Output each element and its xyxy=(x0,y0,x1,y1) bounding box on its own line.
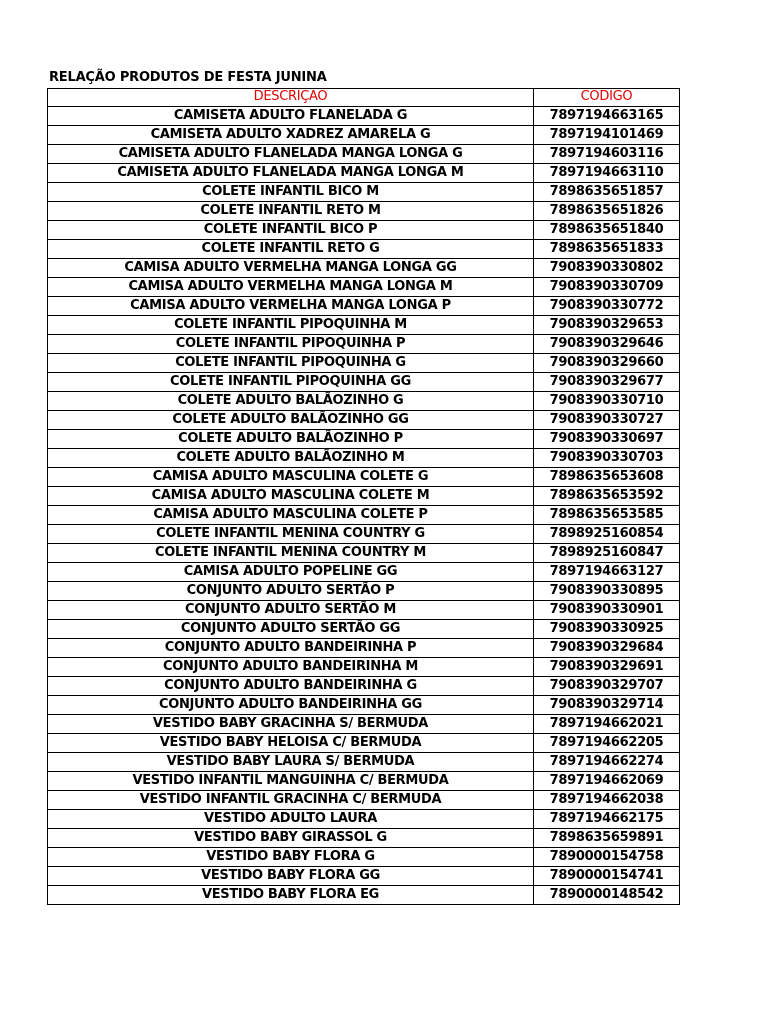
cell-descricao: CAMISA ADULTO MASCULINA COLETE M xyxy=(48,487,534,506)
cell-descricao: VESTIDO BABY LAURA S/ BERMUDA xyxy=(48,753,534,772)
cell-codigo: 7908390330772 xyxy=(534,297,680,316)
cell-codigo: 7908390330895 xyxy=(534,582,680,601)
cell-codigo: 7897194662274 xyxy=(534,753,680,772)
cell-codigo: 7898635659891 xyxy=(534,829,680,848)
cell-descricao: CAMISETA ADULTO FLANELADA MANGA LONGA M xyxy=(48,164,534,183)
cell-codigo: 7908390330901 xyxy=(534,601,680,620)
cell-descricao: CAMISA ADULTO MASCULINA COLETE P xyxy=(48,506,534,525)
cell-descricao: COLETE ADULTO BALÃOZINHO GG xyxy=(48,411,534,430)
cell-descricao: CONJUNTO ADULTO BANDEIRINHA G xyxy=(48,677,534,696)
table-row xyxy=(48,677,680,696)
table-row xyxy=(48,468,680,487)
cell-descricao: COLETE INFANTIL PIPOQUINHA G xyxy=(48,354,534,373)
table-row xyxy=(48,525,680,544)
cell-codigo: 7897194662021 xyxy=(534,715,680,734)
cell-codigo: 7898635653585 xyxy=(534,506,680,525)
column-header-descricao: DESCRIÇÃO xyxy=(48,89,534,107)
cell-codigo: 7897194663110 xyxy=(534,164,680,183)
table-row xyxy=(48,145,680,164)
cell-codigo: 7890000148542 xyxy=(534,886,680,905)
cell-codigo: 7908390330709 xyxy=(534,278,680,297)
cell-descricao: VESTIDO BABY FLORA GG xyxy=(48,867,534,886)
cell-descricao: CAMISETA ADULTO XADREZ AMARELA G xyxy=(48,126,534,145)
cell-descricao: VESTIDO INFANTIL MANGUINHA C/ BERMUDA xyxy=(48,772,534,791)
cell-descricao: CAMISA ADULTO VERMELHA MANGA LONGA P xyxy=(48,297,534,316)
cell-codigo: 7908390329707 xyxy=(534,677,680,696)
table-row xyxy=(48,449,680,468)
table-row xyxy=(48,221,680,240)
cell-descricao: COLETE INFANTIL PIPOQUINHA M xyxy=(48,316,534,335)
cell-descricao: CONJUNTO ADULTO SERTÃO M xyxy=(48,601,534,620)
cell-codigo: 7908390329660 xyxy=(534,354,680,373)
table-row xyxy=(48,658,680,677)
cell-descricao: CAMISA ADULTO VERMELHA MANGA LONGA GG xyxy=(48,259,534,278)
column-header-codigo: CÓDIGO xyxy=(534,89,680,107)
cell-descricao: VESTIDO ADULTO LAURA xyxy=(48,810,534,829)
cell-codigo: 7890000154758 xyxy=(534,848,680,867)
cell-codigo: 7908390330697 xyxy=(534,430,680,449)
table-row xyxy=(48,297,680,316)
cell-descricao: COLETE INFANTIL MENINA COUNTRY M xyxy=(48,544,534,563)
cell-descricao: COLETE ADULTO BALÃOZINHO P xyxy=(48,430,534,449)
cell-descricao: COLETE ADULTO BALÃOZINHO M xyxy=(48,449,534,468)
table-row xyxy=(48,278,680,297)
cell-codigo: 7898925160847 xyxy=(534,544,680,563)
cell-descricao: CONJUNTO ADULTO SERTÃO P xyxy=(48,582,534,601)
table-row xyxy=(48,601,680,620)
cell-codigo: 7897194603116 xyxy=(534,145,680,164)
cell-codigo: 7908390330710 xyxy=(534,392,680,411)
cell-codigo: 7908390329653 xyxy=(534,316,680,335)
cell-descricao: VESTIDO BABY FLORA G xyxy=(48,848,534,867)
table-row xyxy=(48,164,680,183)
cell-codigo: 7898635653592 xyxy=(534,487,680,506)
cell-codigo: 7908390329714 xyxy=(534,696,680,715)
cell-descricao: CONJUNTO ADULTO BANDEIRINHA M xyxy=(48,658,534,677)
cell-codigo: 7908390330727 xyxy=(534,411,680,430)
document-title: RELAÇÃO PRODUTOS DE FESTA JUNINA xyxy=(49,70,327,85)
table-body xyxy=(48,107,680,905)
table-row xyxy=(48,107,680,126)
cell-descricao: VESTIDO BABY FLORA EG xyxy=(48,886,534,905)
cell-descricao: CAMISETA ADULTO FLANELADA G xyxy=(48,107,534,126)
table-row xyxy=(48,373,680,392)
cell-descricao: CONJUNTO ADULTO BANDEIRINHA P xyxy=(48,639,534,658)
table-row xyxy=(48,487,680,506)
table-row xyxy=(48,126,680,145)
cell-codigo: 7890000154741 xyxy=(534,867,680,886)
cell-codigo: 7897194662205 xyxy=(534,734,680,753)
cell-descricao: CAMISA ADULTO VERMELHA MANGA LONGA M xyxy=(48,278,534,297)
cell-descricao: COLETE INFANTIL RETO G xyxy=(48,240,534,259)
cell-codigo: 7908390330925 xyxy=(534,620,680,639)
cell-codigo: 7908390329646 xyxy=(534,335,680,354)
product-table xyxy=(47,88,680,905)
cell-codigo: 7898635651857 xyxy=(534,183,680,202)
table-row xyxy=(48,848,680,867)
cell-descricao: COLETE INFANTIL PIPOQUINHA P xyxy=(48,335,534,354)
cell-codigo: 7898635653608 xyxy=(534,468,680,487)
table-row xyxy=(48,202,680,221)
cell-descricao: CONJUNTO ADULTO SERTÃO GG xyxy=(48,620,534,639)
cell-descricao: COLETE INFANTIL MENINA COUNTRY G xyxy=(48,525,534,544)
cell-descricao: CONJUNTO ADULTO BANDEIRINHA GG xyxy=(48,696,534,715)
cell-descricao: COLETE INFANTIL RETO M xyxy=(48,202,534,221)
cell-descricao: VESTIDO BABY GIRASSOL G xyxy=(48,829,534,848)
cell-codigo: 7897194662175 xyxy=(534,810,680,829)
table-header-row xyxy=(48,89,680,107)
table-row xyxy=(48,791,680,810)
cell-descricao: VESTIDO BABY GRACINHA S/ BERMUDA xyxy=(48,715,534,734)
cell-codigo: 7908390329691 xyxy=(534,658,680,677)
table-row xyxy=(48,639,680,658)
cell-codigo: 7897194663165 xyxy=(534,107,680,126)
table-row xyxy=(48,810,680,829)
table-row xyxy=(48,316,680,335)
table-row xyxy=(48,620,680,639)
table-row xyxy=(48,430,680,449)
table-row xyxy=(48,715,680,734)
table-row xyxy=(48,563,680,582)
cell-descricao: CAMISETA ADULTO FLANELADA MANGA LONGA G xyxy=(48,145,534,164)
cell-codigo: 7897194662069 xyxy=(534,772,680,791)
cell-codigo: 7898635651826 xyxy=(534,202,680,221)
cell-codigo: 7908390329684 xyxy=(534,639,680,658)
table-row xyxy=(48,886,680,905)
table-row xyxy=(48,259,680,278)
cell-descricao: CAMISA ADULTO MASCULINA COLETE G xyxy=(48,468,534,487)
table-row xyxy=(48,867,680,886)
table-row xyxy=(48,354,680,373)
table-row xyxy=(48,582,680,601)
cell-descricao: COLETE INFANTIL BICO M xyxy=(48,183,534,202)
table-row xyxy=(48,753,680,772)
cell-descricao: VESTIDO INFANTIL GRACINHA C/ BERMUDA xyxy=(48,791,534,810)
table-row xyxy=(48,544,680,563)
table-row xyxy=(48,335,680,354)
cell-codigo: 7908390329677 xyxy=(534,373,680,392)
table-row xyxy=(48,183,680,202)
cell-codigo: 7908390330802 xyxy=(534,259,680,278)
cell-codigo: 7897194663127 xyxy=(534,563,680,582)
table-row xyxy=(48,411,680,430)
table-row xyxy=(48,772,680,791)
cell-codigo: 7898925160854 xyxy=(534,525,680,544)
cell-descricao: VESTIDO BABY HELOISA C/ BERMUDA xyxy=(48,734,534,753)
cell-codigo: 7898635651840 xyxy=(534,221,680,240)
cell-codigo: 7897194101469 xyxy=(534,126,680,145)
table-row xyxy=(48,829,680,848)
cell-descricao: CAMISA ADULTO POPELINE GG xyxy=(48,563,534,582)
table-row xyxy=(48,392,680,411)
table-row xyxy=(48,506,680,525)
cell-descricao: COLETE INFANTIL BICO P xyxy=(48,221,534,240)
cell-codigo: 7898635651833 xyxy=(534,240,680,259)
cell-codigo: 7908390330703 xyxy=(534,449,680,468)
table-row xyxy=(48,734,680,753)
cell-descricao: COLETE INFANTIL PIPOQUINHA GG xyxy=(48,373,534,392)
cell-descricao: COLETE ADULTO BALÃOZINHO G xyxy=(48,392,534,411)
table-row xyxy=(48,240,680,259)
table-row xyxy=(48,696,680,715)
cell-codigo: 7897194662038 xyxy=(534,791,680,810)
